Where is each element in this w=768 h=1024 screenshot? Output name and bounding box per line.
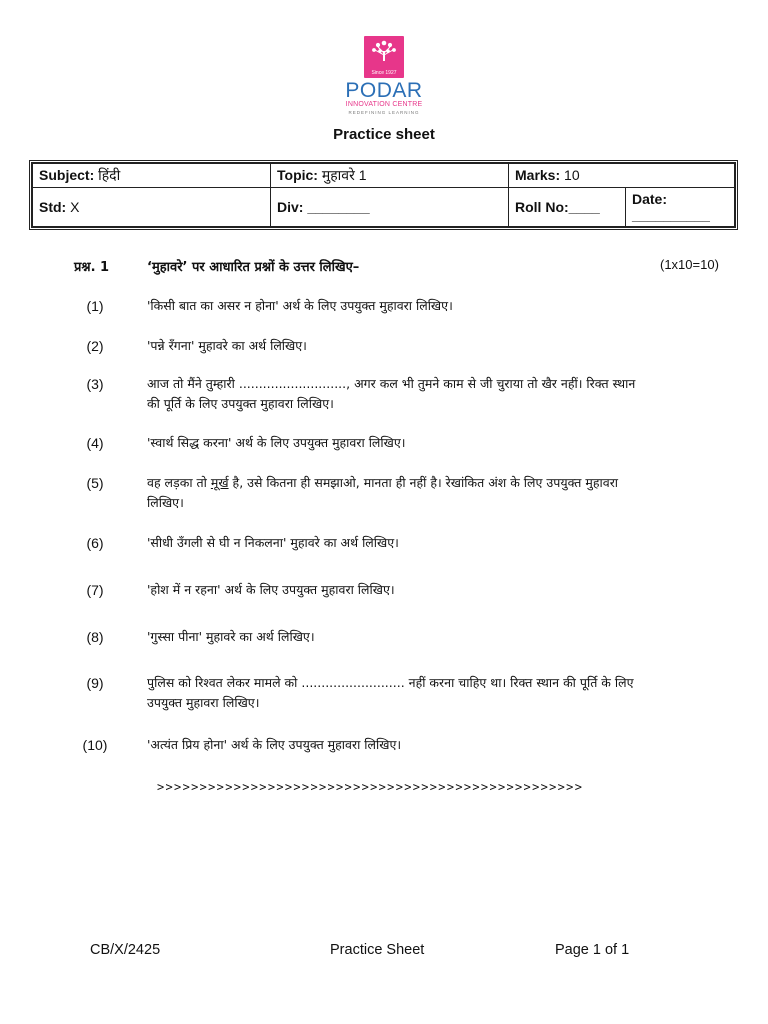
podar-logo: [334, 36, 434, 116]
item-text: 'किसी बात का असर न होना' अर्थ के लिए उपयुक्त मुहावरा लिखिए।: [147, 298, 453, 313]
footer-code: CB/X/2425: [90, 942, 161, 958]
logo-tagline: REDEFINING LEARNING: [348, 110, 420, 115]
std-value: X: [70, 198, 80, 215]
item-number: (9): [86, 675, 104, 691]
footer-title: Practice Sheet: [330, 942, 425, 958]
date-label: Date:: [632, 190, 668, 207]
tree-icon: [370, 39, 398, 65]
roll-value: ____: [568, 198, 600, 215]
topic-value: मुहावरे 1: [321, 166, 367, 183]
marks-value: 10: [564, 167, 580, 184]
std-cell: [33, 187, 271, 226]
item-number: (1): [86, 298, 104, 314]
div-value: ________: [307, 198, 370, 215]
item-number: (3): [86, 376, 104, 392]
subject-value: हिंदी: [98, 166, 121, 183]
item-number: (4): [86, 435, 104, 451]
question-marks: (1x10=10): [660, 257, 719, 272]
item-text: 'होश में न रहना' अर्थ के लिए उपयुक्त मुहावरा लिखिए।: [147, 582, 395, 597]
item-number: (5): [86, 475, 104, 491]
item-number: (6): [86, 535, 104, 551]
item-number: (2): [86, 338, 104, 354]
div-label: Div:: [277, 198, 304, 215]
question-number: प्रश्न. 1: [74, 260, 110, 275]
logo-subtitle: INNOVATION CENTRE: [345, 101, 423, 108]
topic-cell: [271, 164, 509, 188]
item-text: आज तो मैंने तुम्हारी ..........................., अगर कल भी तुमने काम से जी चुराया तो खैर नहीं। रिक्त स्थान की पूर्ति के लिए उपयुक्त मुहावरा लिखिए।: [147, 376, 636, 411]
item-text: 'गुस्सा पीना' मुहावरे का अर्थ लिखिए।: [147, 629, 315, 644]
item-text: 'स्वार्थ सिद्ध करना' अर्थ के लिए उपयुक्त मुहावरा लिखिए।: [147, 435, 406, 450]
subject-label: Subject:: [39, 166, 95, 183]
date-cell: [626, 187, 735, 226]
item-number: (10): [82, 737, 108, 753]
item-number: (8): [86, 629, 104, 645]
logo-name: PODAR: [345, 79, 423, 102]
item-text-after: है, उसे कितना ही समझाओ, मानता ही नहीं है। रेखांकित अंश के लिए उपयुक्त मुहावरा लिखिए।: [147, 475, 619, 510]
sheet-title: Practice sheet: [333, 126, 435, 143]
topic-label: Topic:: [277, 166, 318, 183]
info-table: [29, 160, 738, 230]
marks-label: Marks:: [515, 167, 561, 184]
date-value: __________: [632, 206, 710, 223]
end-marker: >>>>>>>>>>>>>>>>>>>>>>>>>>>>>>>>>>>>>>>>>>>>>>>>>>: [157, 780, 584, 794]
logo-since: Since 1927: [371, 70, 397, 76]
item-text-before: वह लड़का तो: [147, 475, 211, 490]
std-label: Std:: [39, 198, 67, 215]
footer-page: Page 1 of 1: [555, 942, 630, 958]
roll-label: Roll No:: [515, 198, 569, 215]
subject-cell: [33, 164, 271, 188]
question-text: ‘मुहावरे’ पर आधारित प्रश्नों के उत्तर लिखिए–: [147, 260, 360, 275]
roll-cell: [509, 187, 626, 226]
item-text: 'पन्ने रँगना' मुहावरे का अर्थ लिखिए।: [147, 338, 307, 353]
marks-cell: [509, 164, 735, 188]
item-text: 'अत्यंत प्रिय होना' अर्थ के लिए उपयुक्त मुहावरा लिखिए।: [147, 737, 402, 752]
item-number: (7): [86, 582, 104, 598]
item-text: [147, 473, 652, 513]
underlined-word: मूर्ख: [210, 475, 229, 490]
div-cell: [271, 187, 509, 226]
item-text: 'सीधी उँगली से घी न निकलना' मुहावरे का अर्थ लिखिए।: [147, 535, 399, 550]
logo-emblem: [364, 36, 404, 78]
item-text: पुलिस को रिश्वत लेकर मामले को .......................... नहीं करना चाहिए था। रिक्त स्थान की पूर्ति के लिए उपयुक्त मुहावरा लिखिए।: [147, 675, 634, 710]
